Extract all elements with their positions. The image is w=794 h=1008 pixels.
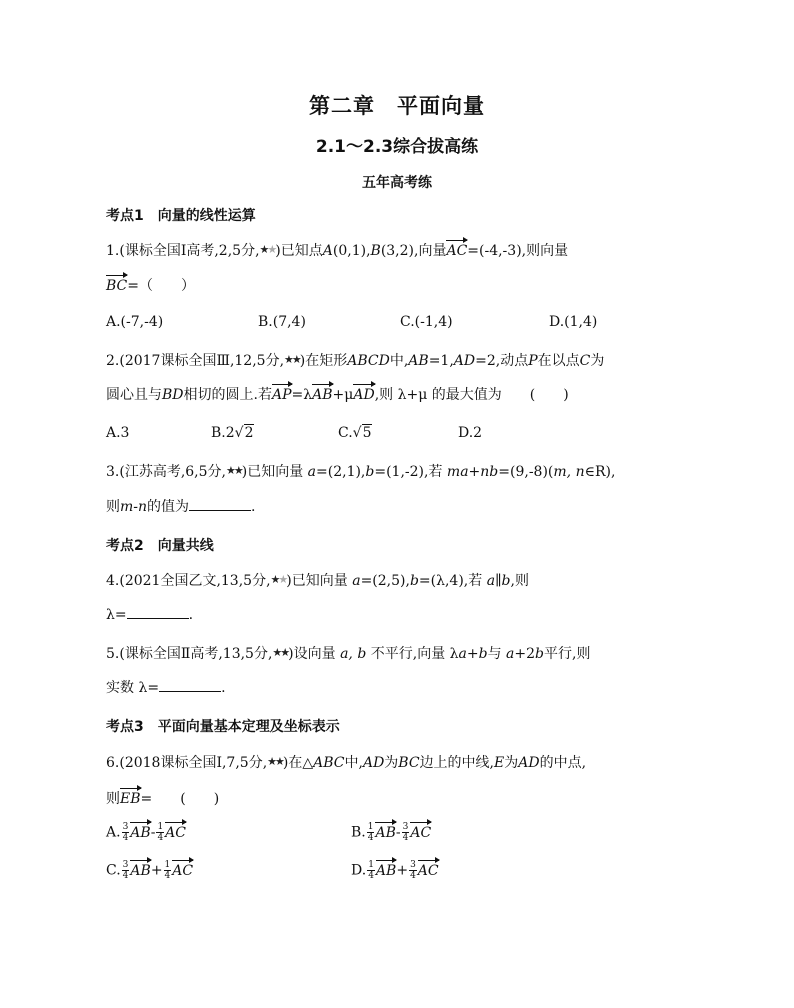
topic-2-heading: 考点2 向量共线 [106,538,214,554]
question-2-option-b: B.2√2 [211,425,254,441]
question-6-option-b: B. $\frac{1}{4}$ AB- $\frac{3}{4}$ AC [351,822,432,843]
topic-3-heading: 考点3 平面向量基本定理及坐标表示 [106,719,340,735]
difficulty-stars-icon: ★★ [270,573,287,586]
question-2-option-a: A.3 [106,425,130,441]
question-5-line-2: 实数 λ= . [106,680,226,696]
question-3-line-2: 则m-n的值为 . [106,499,256,515]
question-2-line-1: 2.(2017课标全国Ⅲ,12,5分,★★)在矩形ABCD中,AB=1,AD=2,动点P在以点C为 [106,350,604,371]
sqrt-icon: √2 [234,425,254,441]
vector-bc: BC [106,278,128,294]
difficulty-stars-icon: ★★ [226,464,242,477]
answer-blank[interactable] [127,618,189,619]
question-1-option-a: A.(-7,-4) [106,314,164,330]
topic-1-heading: 考点1 向量的线性运算 [106,208,256,224]
question-4-line-2: λ= . [106,607,194,623]
vector-ad: AD [353,387,375,403]
question-6-line-2: 则EB= ( ) [106,791,220,807]
question-3-line-1: 3.(江苏高考,6,5分,★★)已知向量 a=(2,1),b=(1,-2),若 ma+nb=(9,-8)(m, n∈R), [106,461,615,482]
question-1-line-1: 1.(课标全国Ⅰ高考,2,5分,★★)已知点A(0,1),B(3,2),向量AC=(-4,-3),则向量 [106,240,568,261]
vector-ab: AB [312,387,333,403]
chapter-title: 第二章 平面向量 [309,94,485,118]
answer-blank[interactable] [189,510,251,511]
answer-blank[interactable] [159,691,221,692]
sqrt-icon: √5 [352,425,372,441]
question-1-line-2: BC=（ ） [106,278,195,294]
question-1-option-d: D.(1,4) [549,314,598,330]
question-1-option-b: B.(7,4) [258,314,306,330]
vector-eb: EB [120,791,141,807]
question-2-line-2: 圆心且与BD相切的圆上.若AP=λAB+μAD,则 λ+μ 的最大值为 ( ) [106,387,569,403]
section-title: 2.1～2.3综合拔高练 [315,137,479,157]
difficulty-stars-icon: ★★ [284,353,300,366]
question-4-line-1: 4.(2021全国乙文,13,5分,★★)已知向量 a=(2,5),b=(λ,4),若 a∥b,则 [106,570,529,591]
vector-ac: AC [446,243,468,259]
question-6-line-1: 6.(2018课标全国Ⅰ,7,5分,★★)在△ABC中,AD为BC边上的中线,E为AD的中点, [106,752,586,773]
question-1-option-c: C.(-1,4) [400,314,453,330]
question-6-option-a: A. $\frac{3}{4}$ AB- $\frac{1}{4}$ AC [106,822,186,843]
difficulty-stars-icon: ★★ [267,755,283,768]
question-6-option-c: C. $\frac{3}{4}$ AB+ $\frac{1}{4}$ AC [106,860,194,881]
question-2-option-d: D.2 [458,425,483,441]
difficulty-stars-icon: ★★ [272,646,289,659]
question-2-option-c: C.√5 [338,425,372,441]
subsection-title: 五年高考练 [362,175,432,191]
vector-ap: AP [271,387,292,403]
difficulty-stars-icon: ★★ [259,243,276,256]
question-5-line-1: 5.(课标全国Ⅱ高考,13,5分,★★)设向量 a, b 不平行,向量 λa+b与 a+2b平行,则 [106,643,590,664]
question-6-option-d: D. $\frac{1}{4}$ AB+ $\frac{3}{4}$ AC [351,860,439,881]
